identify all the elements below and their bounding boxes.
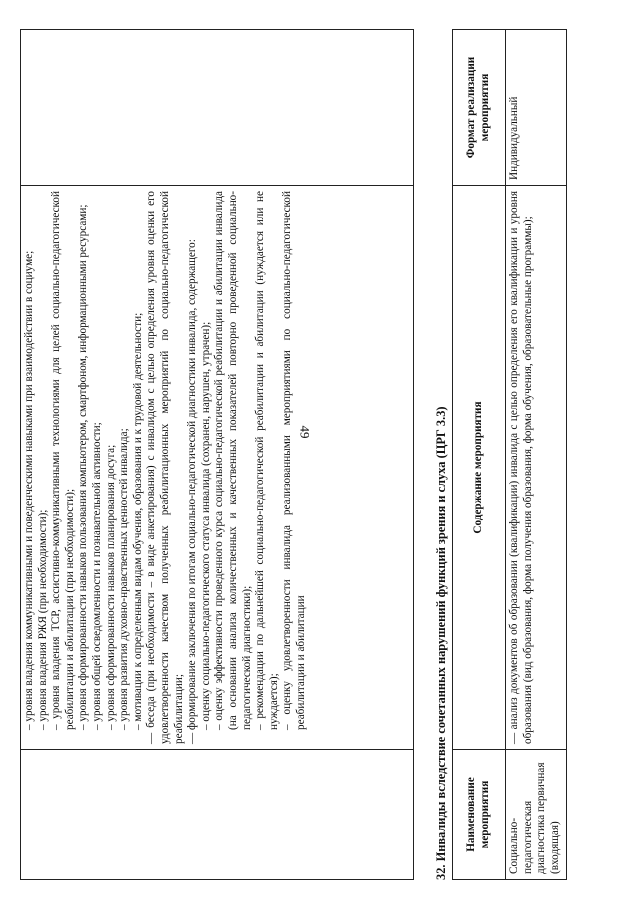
dash-marker: – [281, 714, 294, 730]
dash-marker: – [36, 721, 49, 730]
table-row [21, 30, 414, 880]
content-cell [21, 186, 414, 750]
content-item-text: уровня сформированности навыков планирования досуга; [104, 444, 117, 722]
content-item-text: формирование заключения по итогам социально-педагогической диагностики инвалида, содержащего: [186, 239, 199, 731]
content-list-item [145, 191, 186, 744]
dash-marker: – [118, 721, 131, 730]
content-item-text: уровня владения ТСР, ассистивно-коммуникативными технологиями для целей социально-педагогической реабилитации и абилитации (при необходимости); [50, 190, 76, 730]
activity-content-cell: — анализ документов об образовании (квалификации) инвалида с целью определения его квалификации и уровня образования (вид образования, форма получения образования, форма обучения, образовательные программы); [506, 186, 567, 750]
dash-marker: – [199, 721, 212, 730]
dash-marker: — [186, 730, 199, 744]
continued-table [20, 29, 414, 880]
content-list-item [254, 191, 281, 744]
dash-marker: – [50, 718, 63, 730]
document-sheet [20, 30, 640, 880]
empty-name-cell [21, 750, 414, 880]
header-name: Наименование мероприятия [453, 750, 506, 880]
content-item-text: уровня владения коммуникативными и поведенческими навыками при взаимодействии в социуме; [23, 250, 35, 722]
content-list-item [213, 191, 254, 744]
content-list-item [37, 191, 51, 744]
section-heading: 32. Инвалиды вследствие сочетанных нарушений функций зрения и слуха (ЦРГ 3.3) [434, 406, 448, 880]
content-item-text: уровня развития духовно-нравственных ценностей инвалида; [118, 428, 131, 722]
content-item-text: оценку удовлетворенности инвалида реализованными мероприятиями по социально-педагогической реабилитации и абилитации [281, 191, 307, 730]
content-item-text: уровня общей осведомленности и познавательной активности; [90, 422, 103, 722]
content-list-item [281, 191, 308, 744]
header-content: Содержание мероприятия [453, 186, 506, 750]
content-item-text: мотивации к определенным видам обучения, образования и к трудовой деятельности; [131, 312, 144, 722]
table-header-row [453, 30, 506, 880]
content-item-text: уровня сформированности навыков пользования компьютером, смартфоном, информационными ресурсами; [77, 204, 90, 722]
activity-name-cell: Социально-педагогическая диагностика первичная (входящая) [506, 750, 567, 880]
content-list-item [50, 191, 77, 744]
content-item-text: рекомендации по дальнейшей социально-педагогической реабилитации и абилитации (нуждается или не нуждается); [254, 191, 280, 730]
dash-marker: – [23, 721, 35, 730]
content-item-text: беседа (при необходимости – в виде анкетирования) с инвалидом с целью определения уровня оценки его удовлетворенности качеством полученных реабилитационных мероприятий по социально-педагогической реабилитации; [145, 190, 185, 744]
content-list-item [23, 191, 37, 744]
header-format: Формат реализации мероприятия [453, 30, 506, 186]
content-list-item [118, 191, 132, 744]
content-list-item [91, 191, 105, 744]
activities-table [452, 29, 567, 880]
content-list-item [132, 191, 146, 744]
page-number: 49 [297, 425, 313, 439]
empty-format-cell [21, 30, 414, 186]
dash-marker: – [131, 721, 144, 730]
dash-marker: – [104, 721, 117, 730]
dash-marker: — [145, 727, 158, 744]
content-list-item [200, 191, 214, 744]
content-list-item [77, 191, 91, 744]
activity-format-cell: Индивидуальный [506, 30, 567, 186]
content-list-item [105, 191, 119, 744]
content-item-text: уровня владения РЖЯ (при необходимости); [36, 509, 49, 722]
content-item-text: оценку эффективности проведенного курса социально-педагогической реабилитации и абилитации инвалида (на основании анализа количественных и качественных показателей повторно проведенной социально-педагогической диагностики); [213, 191, 253, 730]
dash-marker: – [77, 721, 90, 730]
dash-marker: – [213, 720, 226, 730]
dash-marker: – [90, 721, 103, 730]
content-list-item [186, 191, 200, 744]
rotated-document [20, 30, 640, 880]
dash-marker: – [254, 718, 267, 730]
table-row [506, 30, 567, 880]
content-item-text: оценку социально-педагогического статуса инвалида (сохранен, нарушен, утрачен); [199, 321, 212, 722]
